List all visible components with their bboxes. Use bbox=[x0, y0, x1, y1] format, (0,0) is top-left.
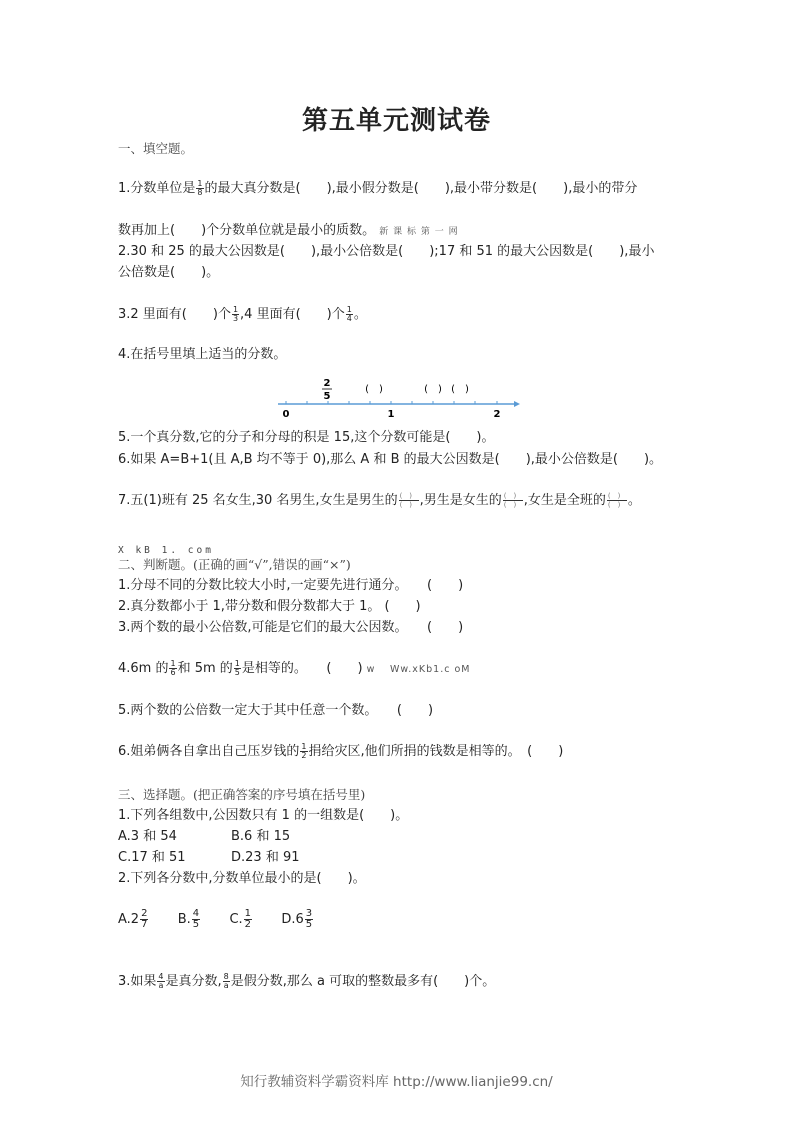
blank-3: ( ) bbox=[451, 384, 469, 395]
section-3-heading: 三、选择题。(把正确答案的序号填在括号里) bbox=[118, 787, 366, 802]
question-3-2: 2.下列各分数中,分数单位最小的是( )。 bbox=[118, 871, 366, 886]
option-d: D.23 和 91 bbox=[231, 850, 300, 865]
question-1-1-cont: 数再加上( )个分数单位就是最小的质数。 新 课 标 第 一 网 bbox=[118, 223, 459, 238]
question-2-4: 4.6m 的 $\frac{1}{6}$ 和 5m 的 $\frac{1}{5}$ 是相等的。 ( ) w Ww.xKb1.c oM bbox=[118, 659, 471, 677]
question-1-4: 4.在括号里填上适当的分数。 bbox=[118, 347, 287, 362]
question-1-6: 6.如果 A=B+1(且 A,B 均不等于 0),那么 A 和 B 的最大公因数是( ),最小公倍数是( )。 bbox=[118, 452, 663, 467]
section-2-heading: 二、判断题。(正确的画“√”,错误的画“×”) bbox=[118, 557, 351, 572]
question-2-6: 6.姐弟俩各自拿出自己压岁钱的 $\frac{1}{2}$ 捐给灾区,他们所捐的钱数是相等的。 ( ) bbox=[118, 742, 564, 760]
question-2-3: 3.两个数的最小公倍数,可能是它们的最大公因数。 ( ) bbox=[118, 620, 464, 635]
tick-2: 2 bbox=[493, 409, 501, 420]
fraction: $\frac{1}{8}$ bbox=[197, 179, 203, 197]
option-b: B.6 和 15 bbox=[231, 829, 291, 844]
given-frac-num: 2 bbox=[323, 378, 331, 389]
question-1-3: 3.2 里面有( )个 $\frac{1}{3}$ ,4 里面有( )个 $\frac{1}{4}$ 。 bbox=[118, 305, 367, 323]
question-2-2: 2.真分数都小于 1,带分数和假分数都大于 1。 ( ) bbox=[118, 599, 421, 614]
page-title: 第五单元测试卷 bbox=[301, 106, 491, 136]
watermark-text-3: w Ww.xKb1.c oM bbox=[366, 664, 471, 675]
question-3-1: 1.下列各组数中,公因数只有 1 的一组数是( )。 bbox=[118, 808, 409, 823]
question-3-2-options: A. 2 $\frac{2}{7}$ B. $\frac{4}{5}$ C. $\frac{1}{2}$ D. 6 $\frac{3}{5}$ bbox=[118, 908, 313, 930]
question-1-7: 7.五(1)班有 25 名女生,30 名男生,女生是男生的 $\frac{( )}{( )}$ ,男生是女生的 $\frac{( )}{( )}$ ,女生是全班的 $\frac{( )}{( )}$ 。 bbox=[118, 492, 641, 509]
blank-1: ( ) bbox=[365, 384, 383, 395]
option-a: A.3 和 54 bbox=[118, 829, 177, 844]
watermark-text: 新 课 标 第 一 网 bbox=[379, 227, 459, 237]
number-line bbox=[270, 372, 530, 422]
given-frac-den: 5 bbox=[323, 391, 331, 402]
section-1-heading: 一、填空题。 bbox=[118, 141, 194, 156]
option-c: C.17 和 51 bbox=[118, 850, 186, 865]
question-3-3: 3.如果 $\frac{4}{a}$ 是真分数, $\frac{8}{a}$ 是假分数,那么 a 可取的整数最多有( )个。 bbox=[118, 972, 496, 990]
question-1-1: 1.分数单位是 $\frac{1}{8}$ 的最大真分数是( ),最小假分数是( ),最小带分数是( ),最小的带分 bbox=[118, 179, 638, 197]
question-2-1: 1.分母不同的分数比较大小时,一定要先进行通分。 ( ) bbox=[118, 578, 464, 593]
footer-text: 知行教辅资料学霸资料库 http://www.lianjie99.cn/ bbox=[240, 1074, 553, 1090]
tick-0: 0 bbox=[282, 409, 290, 420]
question-2-5: 5.两个数的公倍数一定大于其中任意一个数。 ( ) bbox=[118, 703, 434, 718]
question-1-2-line2: 公倍数是( )。 bbox=[118, 265, 220, 280]
blank-2: ( ) bbox=[424, 384, 442, 395]
tick-1: 1 bbox=[387, 409, 395, 420]
question-1-5: 5.一个真分数,它的分子和分母的积是 15,这个分数可能是( )。 bbox=[118, 430, 495, 445]
question-1-2-line1: 2.30 和 25 的最大公因数是( ),最小公倍数是( );17 和 51 的最大公因数是( ),最小 bbox=[118, 244, 655, 259]
watermark-text-2: X kB 1. com bbox=[118, 545, 214, 556]
